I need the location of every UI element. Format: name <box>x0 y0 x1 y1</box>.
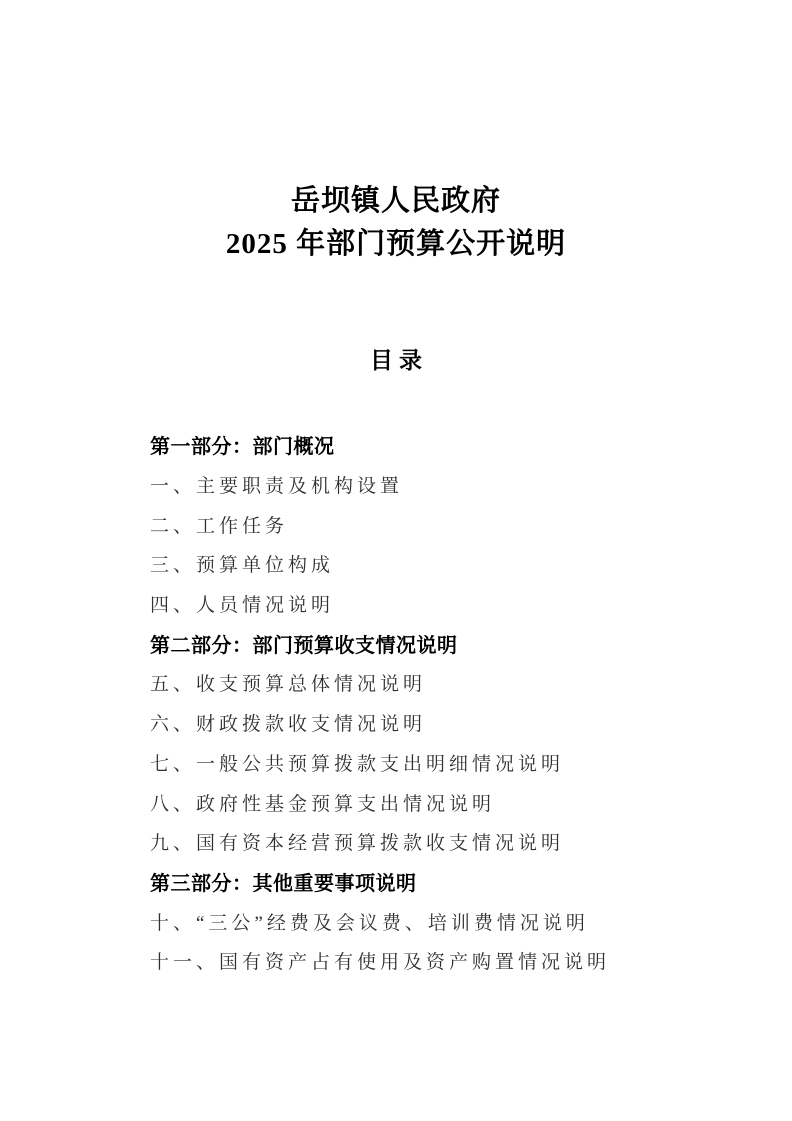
toc-item-10-three-public-expenses: 十、“三公”经费及会议费、培训费情况说明 <box>150 912 589 934</box>
toc-item-5-overall-budget: 五、收支预算总体情况说明 <box>150 674 427 696</box>
toc-part-3-heading: 第三部分：其他重要事项说明 <box>150 872 417 895</box>
toc-item-3-budget-unit-composition: 三、预算单位构成 <box>150 555 335 577</box>
toc-item-4-personnel: 四、人员情况说明 <box>150 595 335 617</box>
toc-item-1-main-duties: 一、主要职责及机构设置 <box>150 476 404 498</box>
toc-part-1-heading: 第一部分：部门概况 <box>150 436 335 459</box>
document-title <box>0 180 792 266</box>
toc-item-11-state-assets: 十一、国有资产占有使用及资产购置情况说明 <box>150 952 611 974</box>
toc-item-8-government-fund-budget: 八、政府性基金预算支出情况说明 <box>150 793 496 815</box>
toc-item-7-general-public-budget-detail: 七、一般公共预算拨款支出明细情况说明 <box>150 753 565 775</box>
document-title-line2: 2025 年部门预算公开说明 <box>225 228 567 260</box>
toc-heading: 目录 <box>370 348 428 373</box>
table-of-contents <box>150 425 732 981</box>
toc-item-2-work-tasks: 二、工作任务 <box>150 515 289 537</box>
document-title-line1: 岳坝镇人民政府 <box>290 185 501 217</box>
toc-item-6-fiscal-appropriation: 六、财政拨款收支情况说明 <box>150 714 427 736</box>
toc-part-2-heading: 第二部分：部门预算收支情况说明 <box>150 634 458 657</box>
toc-item-9-state-capital-budget: 九、国有资本经营预算拨款收支情况说明 <box>150 833 565 855</box>
